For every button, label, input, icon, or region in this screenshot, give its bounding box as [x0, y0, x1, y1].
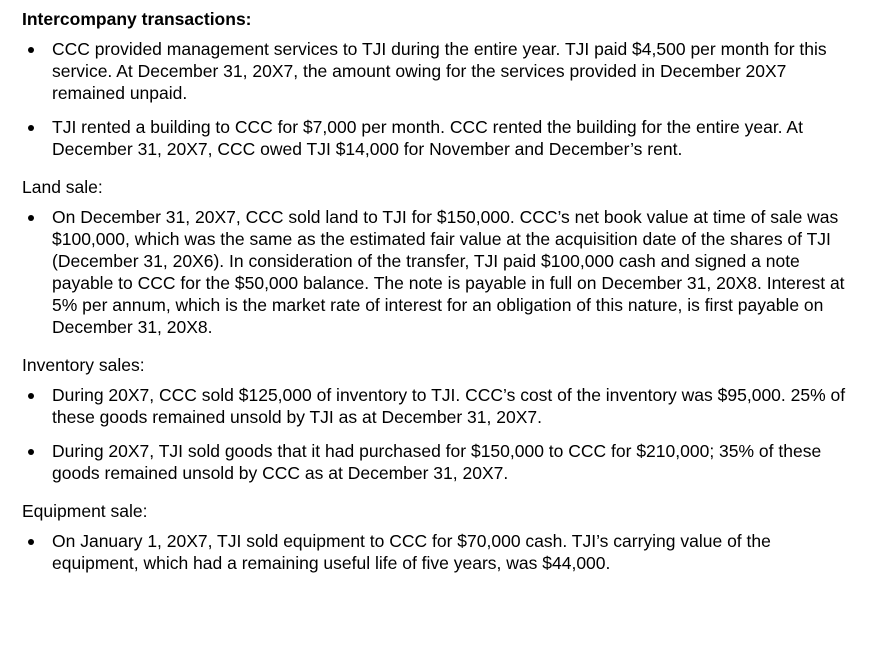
bullet-list: [22, 38, 860, 160]
bullet-icon: [28, 449, 34, 455]
list-item-text: TJI rented a building to CCC for $7,000 per month. CCC rented the building for the entire year. At December 31, 20X7, CCC owed TJI $14,000 for November and December’s rent.: [52, 117, 803, 159]
section-heading: Intercompany transactions:: [22, 9, 252, 29]
list-item-text: On December 31, 20X7, CCC sold land to TJI for $150,000. CCC’s net book value at time of sale was $100,000, which was the same as the estimated fair value at the acquisition date of the shares of TJI (December 31, 20X6). In consideration of the transfer, TJI paid $100,000 cash and signed a note payable to CCC for the $50,000 balance. The note is payable in full on December 31, 20X8. Interest at 5% per annum, which is the market rate of interest for an obligation of this nature, is first payable on December 31, 20X8.: [52, 207, 845, 337]
bullet-list: [22, 530, 860, 574]
bullet-icon: [28, 215, 34, 221]
bullet-icon: [28, 393, 34, 399]
section-land-sale: [22, 176, 860, 338]
list-item: [22, 384, 860, 428]
section-intercompany-transactions: [22, 8, 860, 160]
section-heading: Equipment sale:: [22, 501, 148, 521]
bullet-icon: [28, 539, 34, 545]
list-item: [22, 440, 860, 484]
bullet-icon: [28, 47, 34, 53]
bullet-list: [22, 384, 860, 484]
section-equipment-sale: [22, 500, 860, 574]
list-item: [22, 206, 860, 338]
section-heading: Land sale:: [22, 177, 103, 197]
list-item: [22, 530, 860, 574]
list-item: [22, 38, 860, 104]
section-inventory-sales: [22, 354, 860, 484]
bullet-list: [22, 206, 860, 338]
list-item: [22, 116, 860, 160]
section-heading: Inventory sales:: [22, 355, 145, 375]
list-item-text: During 20X7, CCC sold $125,000 of inventory to TJI. CCC’s cost of the inventory was $95,000. 25% of these goods remained unsold by TJI as at December 31, 20X7.: [52, 385, 846, 427]
list-item-text: CCC provided management services to TJI during the entire year. TJI paid $4,500 per month for this service. At December 31, 20X7, the amount owing for the services provided in December 20X7 remained unpaid.: [52, 39, 827, 103]
list-item-text: On January 1, 20X7, TJI sold equipment to CCC for $70,000 cash. TJI’s carrying value of the equipment, which had a remaining useful life of five years, was $44,000.: [52, 531, 771, 573]
list-item-text: During 20X7, TJI sold goods that it had purchased for $150,000 to CCC for $210,000; 35% of these goods remained unsold by CCC as at December 31, 20X7.: [52, 441, 822, 483]
bullet-icon: [28, 125, 34, 131]
